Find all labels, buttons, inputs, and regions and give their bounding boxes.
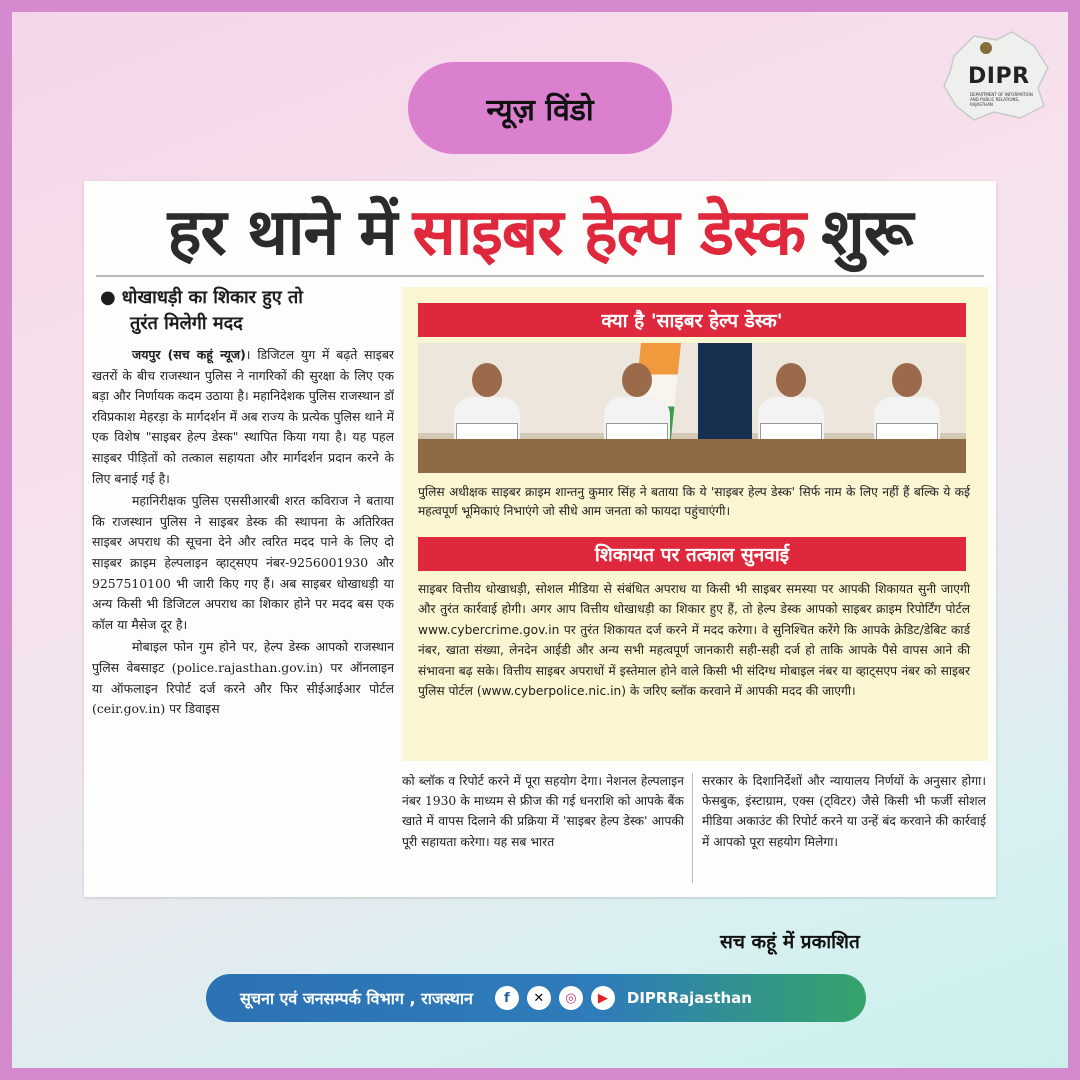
- paragraph-3: मोबाइल फोन गुम होने पर, हेल्प डेस्क आपको राजस्थान पुलिस वेबसाइट (police.rajasthan.gov.in) पर ऑनलाइन या ऑफलाइन रिपोर्ट दर्ज करने और फिर सीईआईआर पोर्टल (ceir.gov.in) पर डिवाइस: [92, 639, 394, 717]
- paragraph-1: [92, 345, 394, 489]
- logo-text: DIPR: [968, 64, 1030, 89]
- headline-part1: हर थाने में: [167, 195, 397, 270]
- headline-part2: साइबर हेल्प डेस्क: [412, 195, 806, 270]
- headline-part3: शुरू: [821, 195, 913, 270]
- youtube-icon[interactable]: ▶: [591, 986, 615, 1010]
- subheading-line2: तुरंत मिलेगी मदद: [130, 313, 243, 334]
- bullet-icon: ●: [100, 287, 116, 308]
- paragraph-2: महानिरीक्षक पुलिस एससीआरबी शरत कविराज ने बताया कि राजस्थान पुलिस ने साइबर डेस्क की स्थापना के अतिरिक्त साइबर अपराध की सूचना देने और त्वरित मदद पाने के लिए दो साइबर क्राइम हेल्पलाइन व्हाट्सएप नंबर-9256001930 और 9257510100 भी जारी किए गए हैं। अब साइबर धोखाधड़ी या अन्य किसी भी डिजिटल अपराध का शिकार होने पर मदद बस एक कॉल या मैसेज दूर है।: [92, 493, 394, 632]
- department-name: सूचना एवं जनसम्पर्क विभाग , राजस्थान: [240, 989, 473, 1008]
- column-divider: [692, 773, 693, 883]
- facebook-icon[interactable]: f: [495, 986, 519, 1010]
- headline: [84, 187, 996, 271]
- left-column: [92, 285, 394, 889]
- police-flag-icon: [698, 343, 752, 453]
- feature-caption: पुलिस अधीक्षक साइबर क्राइम शान्तनु कुमार सिंह ने बताया कि ये 'साइबर हेल्प डेस्क' सिर्फ नाम के लिए नहीं हैं बल्कि ये कई महत्वपूर्ण भूमिकाएं निभाएंगे जो सीधे आम जनता को फायदा पहुंचाएंगी।: [418, 485, 970, 518]
- feature-title: क्या है 'साइबर हेल्प डेस्क': [418, 303, 966, 337]
- footer-bar: [206, 974, 866, 1022]
- social-handle[interactable]: DIPRRajasthan: [626, 989, 752, 1007]
- subheading-line1: धोखाधड़ी का शिकार हुए तो: [121, 287, 303, 308]
- section2-title: शिकायत पर तत्काल सुनवाई: [418, 537, 966, 571]
- feature-box: [402, 287, 988, 761]
- section2-body: साइबर वित्तीय धोखाधड़ी, सोशल मीडिया से संबंधित अपराध या किसी भी साइबर समस्या पर आपकी शिकायत सुनी जाएगी और तुरंत कार्रवाई होगी। अगर आप वित्तीय धोखाधड़ी का शिकार हुए हैं, तो हेल्प डेस्क आपको साइबर क्राइम रिपोर्टिंग पोर्टल www.cybercrime.gov.in पर तुरंत शिकायत दर्ज करने में मदद करेगा। वे सुनिश्चित करेंगे कि आपके क्रेडिट/डेबिट कार्ड नंबर, खाता संख्या, लेनदेन आईडी और अन्य सभी महत्वपूर्ण जानकारी सही-सही दर्ज हो ताकि आपके पैसे वापस आने की संभावना बढ़ सके। वित्तीय साइबर अपराधों में इस्तेमाल होने वाले किसी भी संदिग्ध मोबाइल नंबर या व्हाट्सएप नंबर को साइबर पुलिस पोर्टल (www.cyberpolice.nic.in) के जरिए ब्लॉक करवाने में आपकी मदद की जाएगी।: [418, 582, 970, 699]
- logo-subtext: DEPARTMENT OF INFORMATION AND PUBLIC RELATIONS, RAJASTHAN: [970, 92, 1033, 107]
- dateline: जयपुर (सच कहूं न्यूज): [132, 347, 246, 362]
- dipr-logo: [934, 26, 1054, 126]
- bottom-column-1: को ब्लॉक व रिपोर्ट करने में पूरा सहयोग देगा। नेशनल हेल्पलाइन नंबर 1930 के माध्यम से फ्रीज की गई धनराशि को आपके बैंक खाते में वापस दिलाने की प्रक्रिया में 'साइबर हेल्प डेस्क' आपकी पूरी सहायता करेगा। यह सब भारत: [402, 774, 684, 849]
- paragraph-1-text: । डिजिटल युग में बढ़ते साइबर खतरों के बीच राजस्थान पुलिस ने नागरिकों की सुरक्षा के लिए एक बड़ा और निर्णायक कदम उठाया है। महानिदेशक पुलिस राजस्थान डॉ रविप्रकाश मेहरड़ा के मार्गदर्शन में अब राज्य के प्रत्येक पुलिस थाने में एक विशेष "साइबर हेल्प डेस्क" स्थापित किया गया है। यह पहल साइबर पीड़ितों को तत्काल सहायता और मार्गदर्शन प्रदान करने के लिए बनाई गई है।: [92, 347, 394, 486]
- x-icon[interactable]: ✕: [527, 986, 551, 1010]
- newspaper-clipping: [84, 181, 996, 897]
- published-note: सच कहूं में प्रकाशित: [720, 931, 860, 953]
- instagram-icon[interactable]: ◎: [559, 986, 583, 1010]
- subheading: [92, 285, 394, 337]
- bottom-column-2: सरकार के दिशानिर्देशों और न्यायालय निर्णयों के अनुसार होगा। फेसबुक, इंस्टाग्राम, एक्स (ट्विटर) जैसे किसी भी फर्जी सोशल मीडिया अकाउंट की रिपोर्ट करने या उन्हें बंद करवाने की कार्रवाई में आपको पूरा सहयोग मिलेगा।: [702, 774, 986, 849]
- launch-photo: [418, 343, 966, 473]
- news-window-pill: न्यूज़ विंडो: [408, 62, 672, 154]
- divider: [96, 275, 984, 277]
